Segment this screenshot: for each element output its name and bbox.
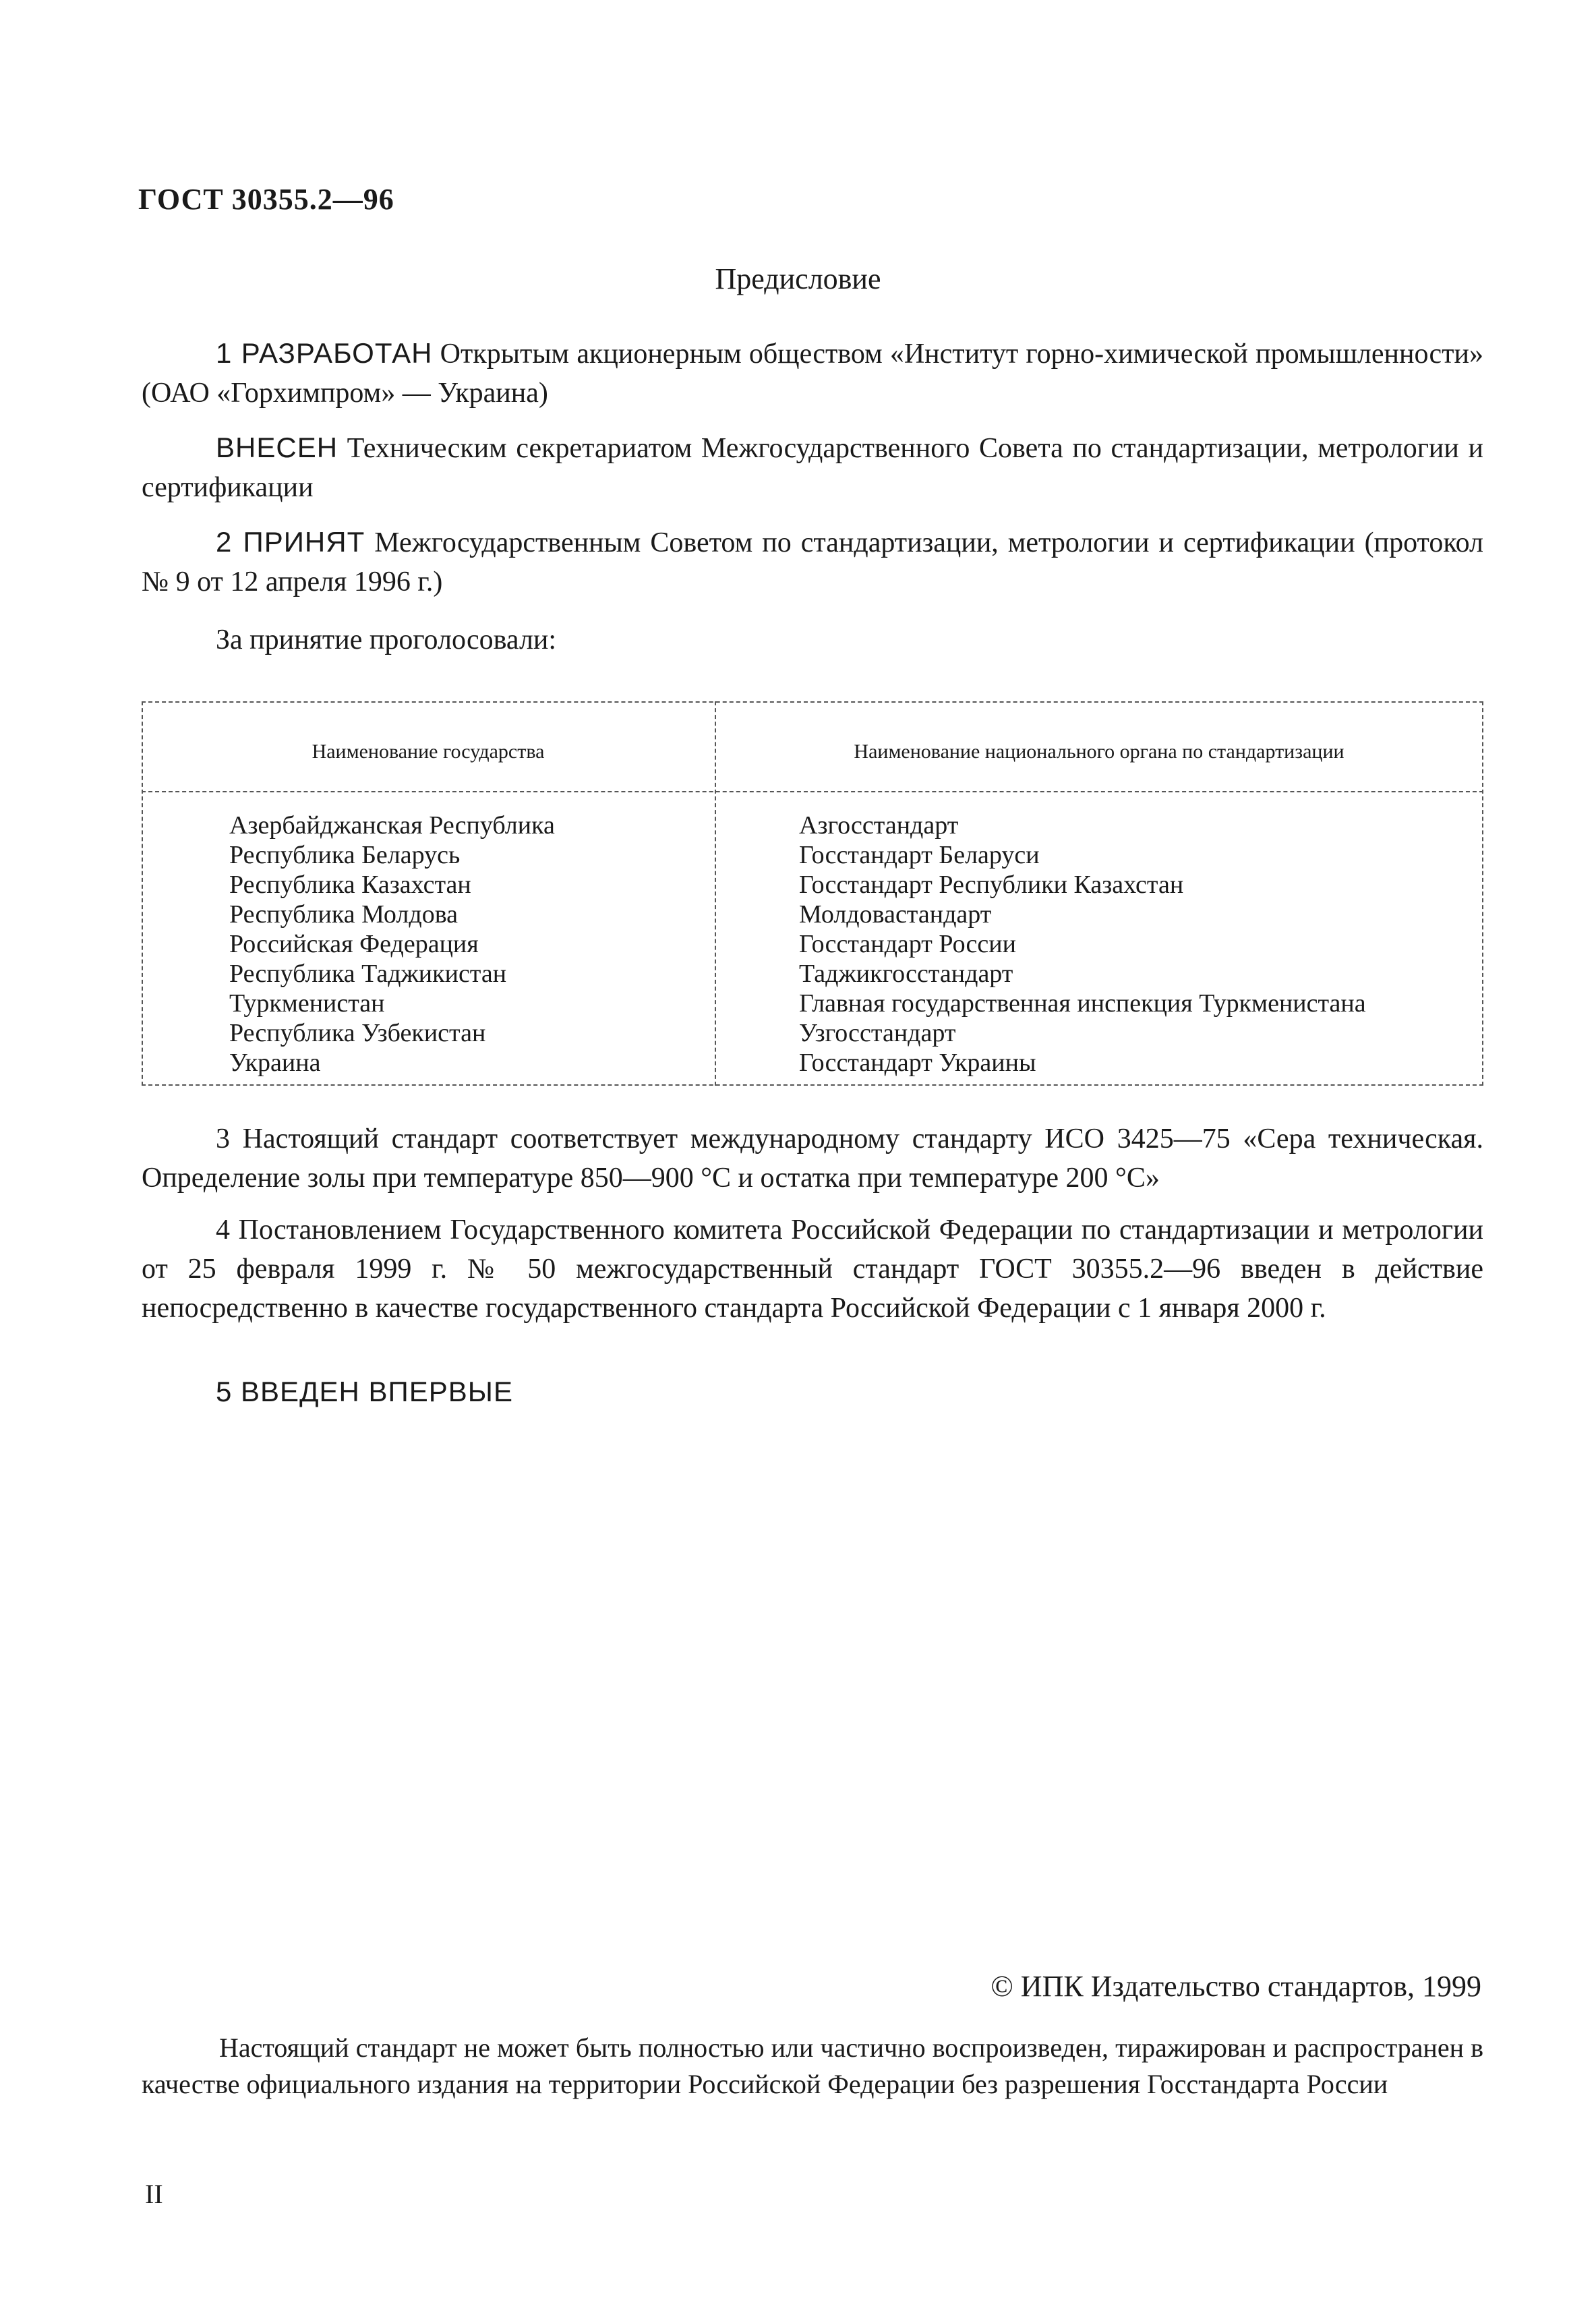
states-list <box>229 811 555 1078</box>
table-cell-body: Таджикгосстандарт <box>799 960 1013 988</box>
page-number: II <box>145 2179 163 2209</box>
voting-table <box>142 701 1483 1086</box>
paragraph-adopted <box>142 523 1483 602</box>
table-cell-state: Республика Молдова <box>229 900 459 929</box>
developed-label: 1 РАЗРАБОТАН <box>216 337 433 369</box>
table-cell-body: Госстандарт Беларуси <box>799 841 1040 869</box>
table-cell-body: Госстандарт России <box>799 930 1016 958</box>
paragraph-voted: За принятие проголосовали: <box>216 624 557 655</box>
table-cell-state: Азербайджанская Республика <box>229 811 555 840</box>
paragraph-developed <box>142 334 1483 413</box>
first-introduced-label: 5 ВВЕДЕН ВПЕРВЫЕ <box>216 1376 513 1407</box>
table-cell-state: Республика Беларусь <box>229 841 461 869</box>
bodies-list <box>799 811 1366 1078</box>
table-header-body: Наименование национального органа по стандартизации <box>854 740 1344 763</box>
document-code: ГОСТ 30355.2—96 <box>138 183 394 216</box>
table-cell-body: Азгосстандарт <box>799 811 959 840</box>
introduced-label: ВНЕСЕН <box>216 432 338 463</box>
table-cell-state: Российская Федерация <box>229 930 479 958</box>
developed-text: Открытым акционерным обществом «Институт горно-химической промышленности» (ОАО «Горхимпром» — Украина) <box>142 339 1483 409</box>
table-cell-body: Молдовастандарт <box>799 900 992 929</box>
foreword-title: Предисловие <box>715 262 881 295</box>
table-cell-body: Главная государственная инспекция Туркменистана <box>799 989 1366 1018</box>
adopted-label: 2 ПРИНЯТ <box>216 526 365 558</box>
table-cell-body: Узгосстандарт <box>799 1019 956 1047</box>
introduced-text: Техническим секретариатом Межгосударственного Совета по стандартизации, метрологии и сертификации <box>142 433 1483 503</box>
reproduction-notice: Настоящий стандарт не может быть полностью или частично воспроизведен, тиражирован и распространен в качестве официального издания на территории Российской Федерации без разрешения Госстандарта России <box>142 2032 1483 2099</box>
table-cell-state: Республика Таджикистан <box>229 960 507 988</box>
paragraph-first-introduced <box>142 1372 1483 1412</box>
table-cell-state: Республика Узбекистан <box>229 1019 486 1047</box>
table-cell-state: Украина <box>229 1049 321 1077</box>
table-header-divider <box>142 791 1483 792</box>
copyright: © ИПК Издательство стандартов, 1999 <box>991 1970 1481 2003</box>
table-header-state: Наименование государства <box>312 740 545 763</box>
adopted-text: Межгосударственным Советом по стандартизации, метрологии и сертификации (протокол № 9 от 12 апреля 1996 г.) <box>142 527 1483 597</box>
paragraph-introduced <box>142 428 1483 507</box>
table-cell-body: Госстандарт Республики Казахстан <box>799 871 1184 899</box>
table-cell-state: Туркменистан <box>229 989 385 1018</box>
paragraph-iso-correspondence: 3 Настоящий стандарт соответствует международному стандарту ИСО 3425—75 «Сера техническая. Определение золы при температуре 850—900 °С и остатка при температуре 200 °С» <box>142 1123 1483 1194</box>
paragraph-resolution: 4 Постановлением Государственного комитета Российской Федерации по стандартизации и метрологии от 25 февраля 1999 г. № 50 межгосударственный стандарт ГОСТ 30355.2—96 введен в действие непосредственно в качестве государственного стандарта Российской Федерации с 1 января 2000 г. <box>142 1214 1483 1324</box>
table-cell-state: Республика Казахстан <box>229 871 471 899</box>
table-cell-body: Госстандарт Украины <box>799 1049 1036 1077</box>
